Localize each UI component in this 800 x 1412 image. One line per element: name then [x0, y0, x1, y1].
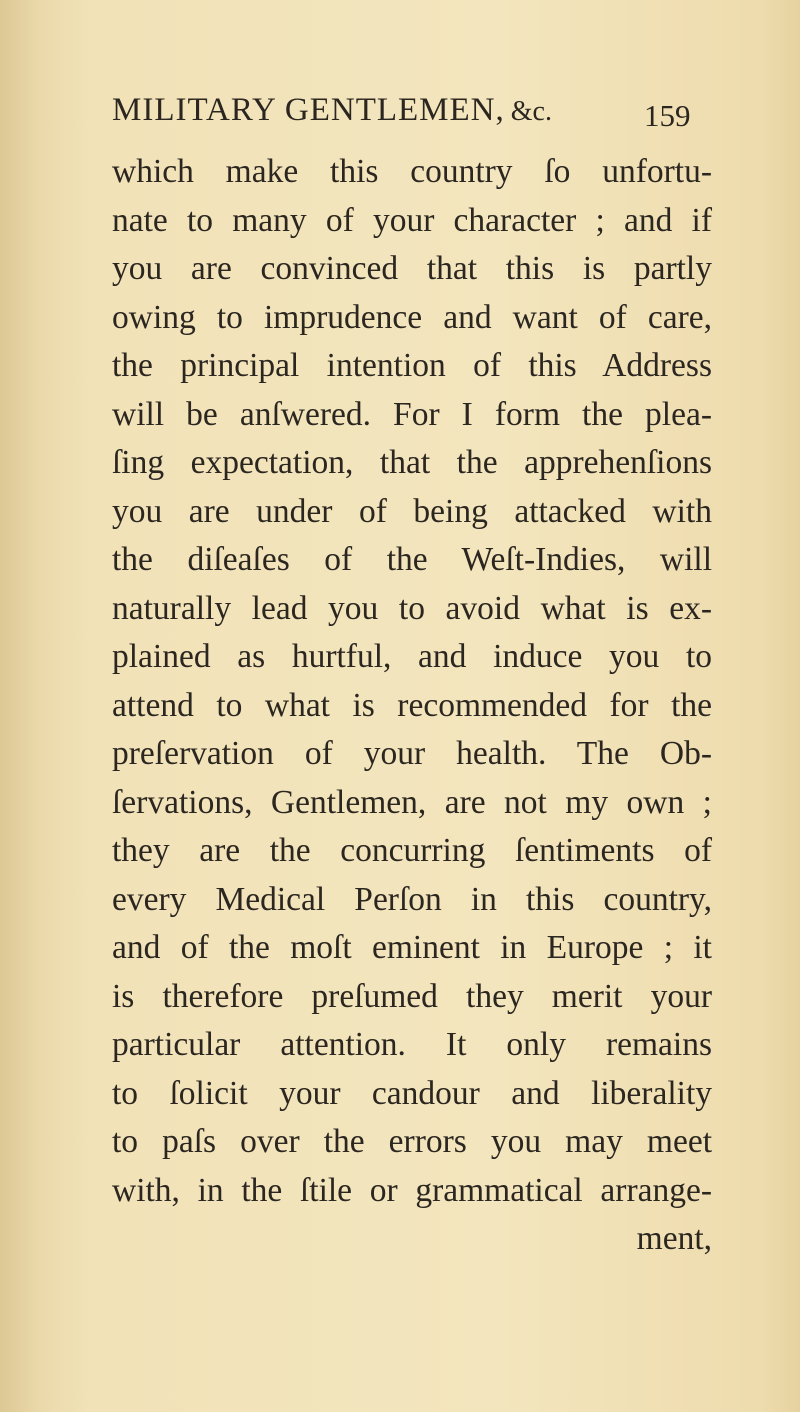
text-line: you are under of being attacked with — [112, 492, 712, 530]
running-head — [112, 92, 552, 129]
catchword: ment, — [636, 1220, 712, 1257]
text-line: nate to many of your character ; and if — [112, 201, 712, 239]
text-line: they are the concurring ſentiments of — [112, 832, 712, 869]
text-line: to paſs over the errors you may meet — [112, 1123, 712, 1160]
text-line: which make this country ſo unfortu- — [112, 153, 712, 190]
text-line: is therefore preſumed they merit your — [112, 977, 712, 1015]
page-header — [112, 92, 712, 142]
text-line: and of the moſt eminent in Europe ; it — [112, 929, 712, 966]
page-number: 159 — [644, 98, 691, 133]
text-line: ſervations, Gentlemen, are not my own ; — [112, 783, 712, 821]
text-line: with, in the ſtile or grammatical arrange- — [112, 1171, 712, 1209]
text-line: owing to imprudence and want of care, — [112, 298, 712, 336]
text-line: every Medical Perſon in this country, — [112, 880, 712, 918]
text-line: naturally lead you to avoid what is ex- — [112, 589, 712, 627]
running-head-title: MILITARY GENTLEMEN, — [112, 92, 505, 128]
text-line: particular attention. It only remains — [112, 1026, 712, 1063]
text-line: will be anſwered. For I form the plea- — [112, 395, 712, 433]
body-text — [112, 148, 712, 1264]
text-line: the principal intention of this Address — [112, 347, 712, 384]
text-line: ſing expectation, that the apprehenſions — [112, 444, 712, 481]
text-line: plained as hurtful, and induce you to — [112, 638, 712, 675]
text-line: the diſeaſes of the Weſt-Indies, will — [112, 541, 712, 578]
text-line: to ſolicit your candour and liberality — [112, 1074, 712, 1112]
running-head-abbreviation: &c. — [510, 96, 552, 127]
text-line: preſervation of your health. The Ob- — [112, 735, 712, 772]
text-line: you are convinced that this is partly — [112, 250, 712, 287]
text-line: attend to what is recommended for the — [112, 686, 712, 724]
